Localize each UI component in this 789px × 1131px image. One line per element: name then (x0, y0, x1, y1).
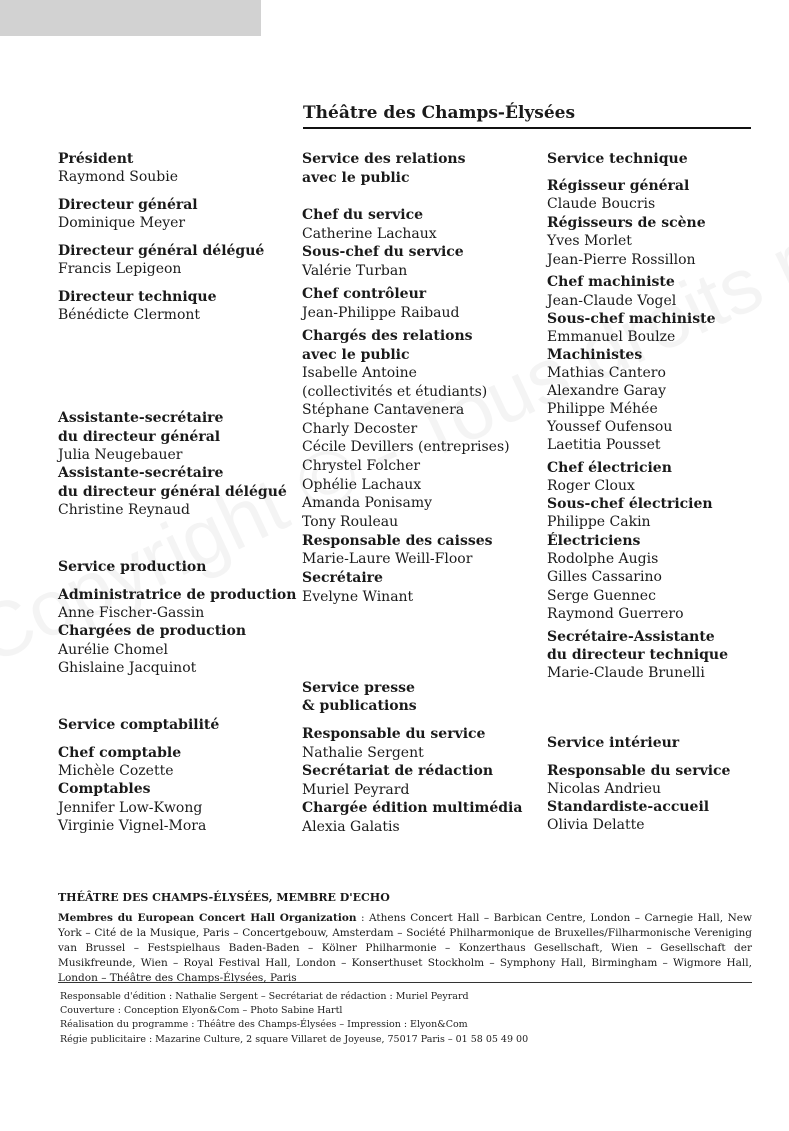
section-heading: Service production (58, 559, 207, 575)
page-header (303, 100, 751, 129)
section-heading: Service presse (302, 680, 415, 696)
role-label: Directeur général (58, 197, 198, 213)
role-label: Administratrice de production (58, 587, 297, 603)
staff-name: Jean-Claude Vogel (547, 293, 677, 309)
role-label: Chargées de production (58, 623, 246, 639)
staff-name: Francis Lepigeon (58, 261, 182, 277)
staff-name: Ghislaine Jacquinot (58, 660, 197, 676)
staff-name: Isabelle Antoine (302, 365, 417, 381)
staff-name: Alexandre Garay (547, 383, 666, 399)
staff-name: Michèle Cozette (58, 763, 174, 779)
role-label: Régisseurs de scène (547, 215, 706, 231)
staff-name: Tony Rouleau (302, 514, 399, 530)
staff-name: Laetitia Pousset (547, 437, 661, 453)
credit-line: Responsable d'édition : Nathalie Sergent – Secrétariat de rédaction : Muriel Peyrard (60, 991, 469, 1002)
echo-members-label: Membres du European Concert Hall Organization (58, 912, 357, 924)
staff-name: Christine Reynaud (58, 502, 191, 518)
staff-name: Philippe Cakin (547, 514, 651, 530)
staff-name: Nicolas Andrieu (547, 781, 662, 797)
staff-name: Rodolphe Augis (547, 551, 659, 567)
role-label: Sous-chef du service (302, 244, 464, 260)
credit-line: Régie publicitaire : Mazarine Culture, 2 square Villaret de Joyeuse, 75017 Paris – 01 58 05 49 00 (60, 1033, 529, 1045)
section-heading: & publications (302, 698, 417, 714)
echo-members-list: : Athens Concert Hall – Barbican Centre, London – Carnegie Hall, New York – Cité de la Musique, Paris – Concertgebouw, Amsterdam – Société Philharmonique de Bruxelles/Filharmonische Vereniging van Brussel – Festspielhaus Baden-Baden – Kölner Philharmonie – Konzerthaus Gesellschaft, Wien – Gesellschaft der Musikfreunde, Wien – Royal Festival Hall, London – Konserthuset Stockholm – Symphony Hall, Birmingham – Wigmore Hall, London – Théâtre des Champs-Élysées, Paris (58, 912, 752, 984)
role-label: Secrétariat de rédaction (302, 763, 494, 779)
staff-name: Cécile Devillers (entreprises) (302, 439, 510, 455)
role-label: Assistante-secrétaire (58, 410, 224, 426)
staff-name: Ophélie Lachaux (302, 477, 422, 493)
role-label: Comptables (58, 781, 151, 797)
staff-name: Marie-Claude Brunelli (547, 665, 705, 681)
footer-divider (58, 982, 752, 983)
section-heading: Service intérieur (547, 735, 680, 751)
staff-name: Raymond Soubie (58, 169, 179, 185)
section-heading: Service comptabilité (58, 717, 220, 733)
staff-name: Muriel Peyrard (302, 782, 410, 798)
staff-name: Jean-Philippe Raibaud (302, 305, 460, 321)
staff-name: Emmanuel Boulze (547, 329, 676, 345)
echo-title: THÉÂTRE DES CHAMPS-ÉLYSÉES, MEMBRE D'ECHO (58, 891, 390, 904)
staff-name: Marie-Laure Weill-Floor (302, 551, 473, 567)
staff-name: Valérie Turban (302, 263, 408, 279)
role-label: Responsable des caisses (302, 533, 493, 549)
staff-name: Virginie Vignel-Mora (58, 818, 207, 834)
section-heading: Service technique (547, 151, 688, 167)
role-label: avec le public (302, 347, 410, 363)
staff-name: Charly Decoster (302, 421, 418, 437)
role-label: Sous-chef machiniste (547, 311, 716, 327)
role-label: Responsable du service (547, 763, 731, 779)
scan-top-bar (0, 0, 261, 36)
role-label: Responsable du service (302, 726, 486, 742)
staff-name: Aurélie Chomel (58, 642, 168, 658)
staff-name: Olivia Delatte (547, 817, 645, 833)
role-label: Chargés des relations (302, 328, 473, 344)
echo-members (58, 911, 752, 986)
staff-name: Raymond Guerrero (547, 606, 684, 622)
staff-name: Youssef Oufensou (547, 419, 673, 435)
staff-name: Mathias Cantero (547, 365, 666, 381)
role-label: Directeur général délégué (58, 243, 265, 259)
staff-name: Serge Guennec (547, 588, 656, 604)
staff-name: Philippe Méhée (547, 401, 658, 417)
role-label: Machinistes (547, 347, 643, 363)
section-heading: avec le public (302, 170, 410, 186)
staff-name: Julia Neugebauer (58, 447, 183, 463)
staff-name: Claude Boucris (547, 196, 656, 212)
staff-name: Gilles Cassarino (547, 569, 662, 585)
staff-name: Roger Cloux (547, 478, 635, 494)
staff-name: Chrystel Folcher (302, 458, 421, 474)
role-label: Électriciens (547, 533, 641, 549)
staff-name: Stéphane Cantavenera (302, 402, 465, 418)
echo-section (58, 890, 752, 986)
page-title: Théâtre des Champs-Élysées (303, 103, 576, 123)
staff-name: Bénédicte Clermont (58, 307, 201, 323)
staff-name: Amanda Ponisamy (302, 495, 432, 511)
credits-block (60, 990, 528, 1047)
role-label: du directeur technique (547, 647, 729, 663)
section-heading: Service des relations (302, 151, 466, 167)
role-label: Président (58, 151, 134, 167)
role-label: Chef électricien (547, 460, 672, 476)
role-label: Régisseur général (547, 178, 690, 194)
role-label: Standardiste-accueil (547, 799, 710, 815)
staff-name: Anne Fischer-Gassin (58, 605, 205, 621)
staff-name: Evelyne Winant (302, 589, 414, 605)
role-label: du directeur général (58, 429, 221, 445)
role-label: Assistante-secrétaire (58, 465, 224, 481)
role-label: Chef contrôleur (302, 286, 427, 302)
staff-name: (collectivités et étudiants) (302, 384, 488, 400)
staff-name: Nathalie Sergent (302, 745, 424, 761)
credit-line: Réalisation du programme : Théâtre des Champs-Élysées – Impression : Elyon&Com (60, 1019, 468, 1031)
role-label: Chargée édition multimédia (302, 800, 523, 816)
staff-name: Jean-Pierre Rossillon (547, 252, 696, 268)
credit-line: Couverture : Conception Elyon&Com – Photo Sabine Hartl (60, 1005, 343, 1017)
role-label: Directeur technique (58, 289, 217, 305)
role-label: Sous-chef électricien (547, 496, 713, 512)
role-label: Secrétaire-Assistante (547, 629, 715, 645)
staff-name: Dominique Meyer (58, 215, 186, 231)
role-label: Chef machiniste (547, 274, 675, 290)
staff-name: Jennifer Low-Kwong (58, 800, 203, 816)
staff-name: Catherine Lachaux (302, 226, 437, 242)
role-label: du directeur général délégué (58, 484, 287, 500)
role-label: Chef comptable (58, 745, 182, 761)
staff-name: Yves Morlet (547, 233, 632, 249)
role-label: Secrétaire (302, 570, 383, 586)
staff-name: Alexia Galatis (302, 819, 400, 835)
role-label: Chef du service (302, 207, 424, 223)
